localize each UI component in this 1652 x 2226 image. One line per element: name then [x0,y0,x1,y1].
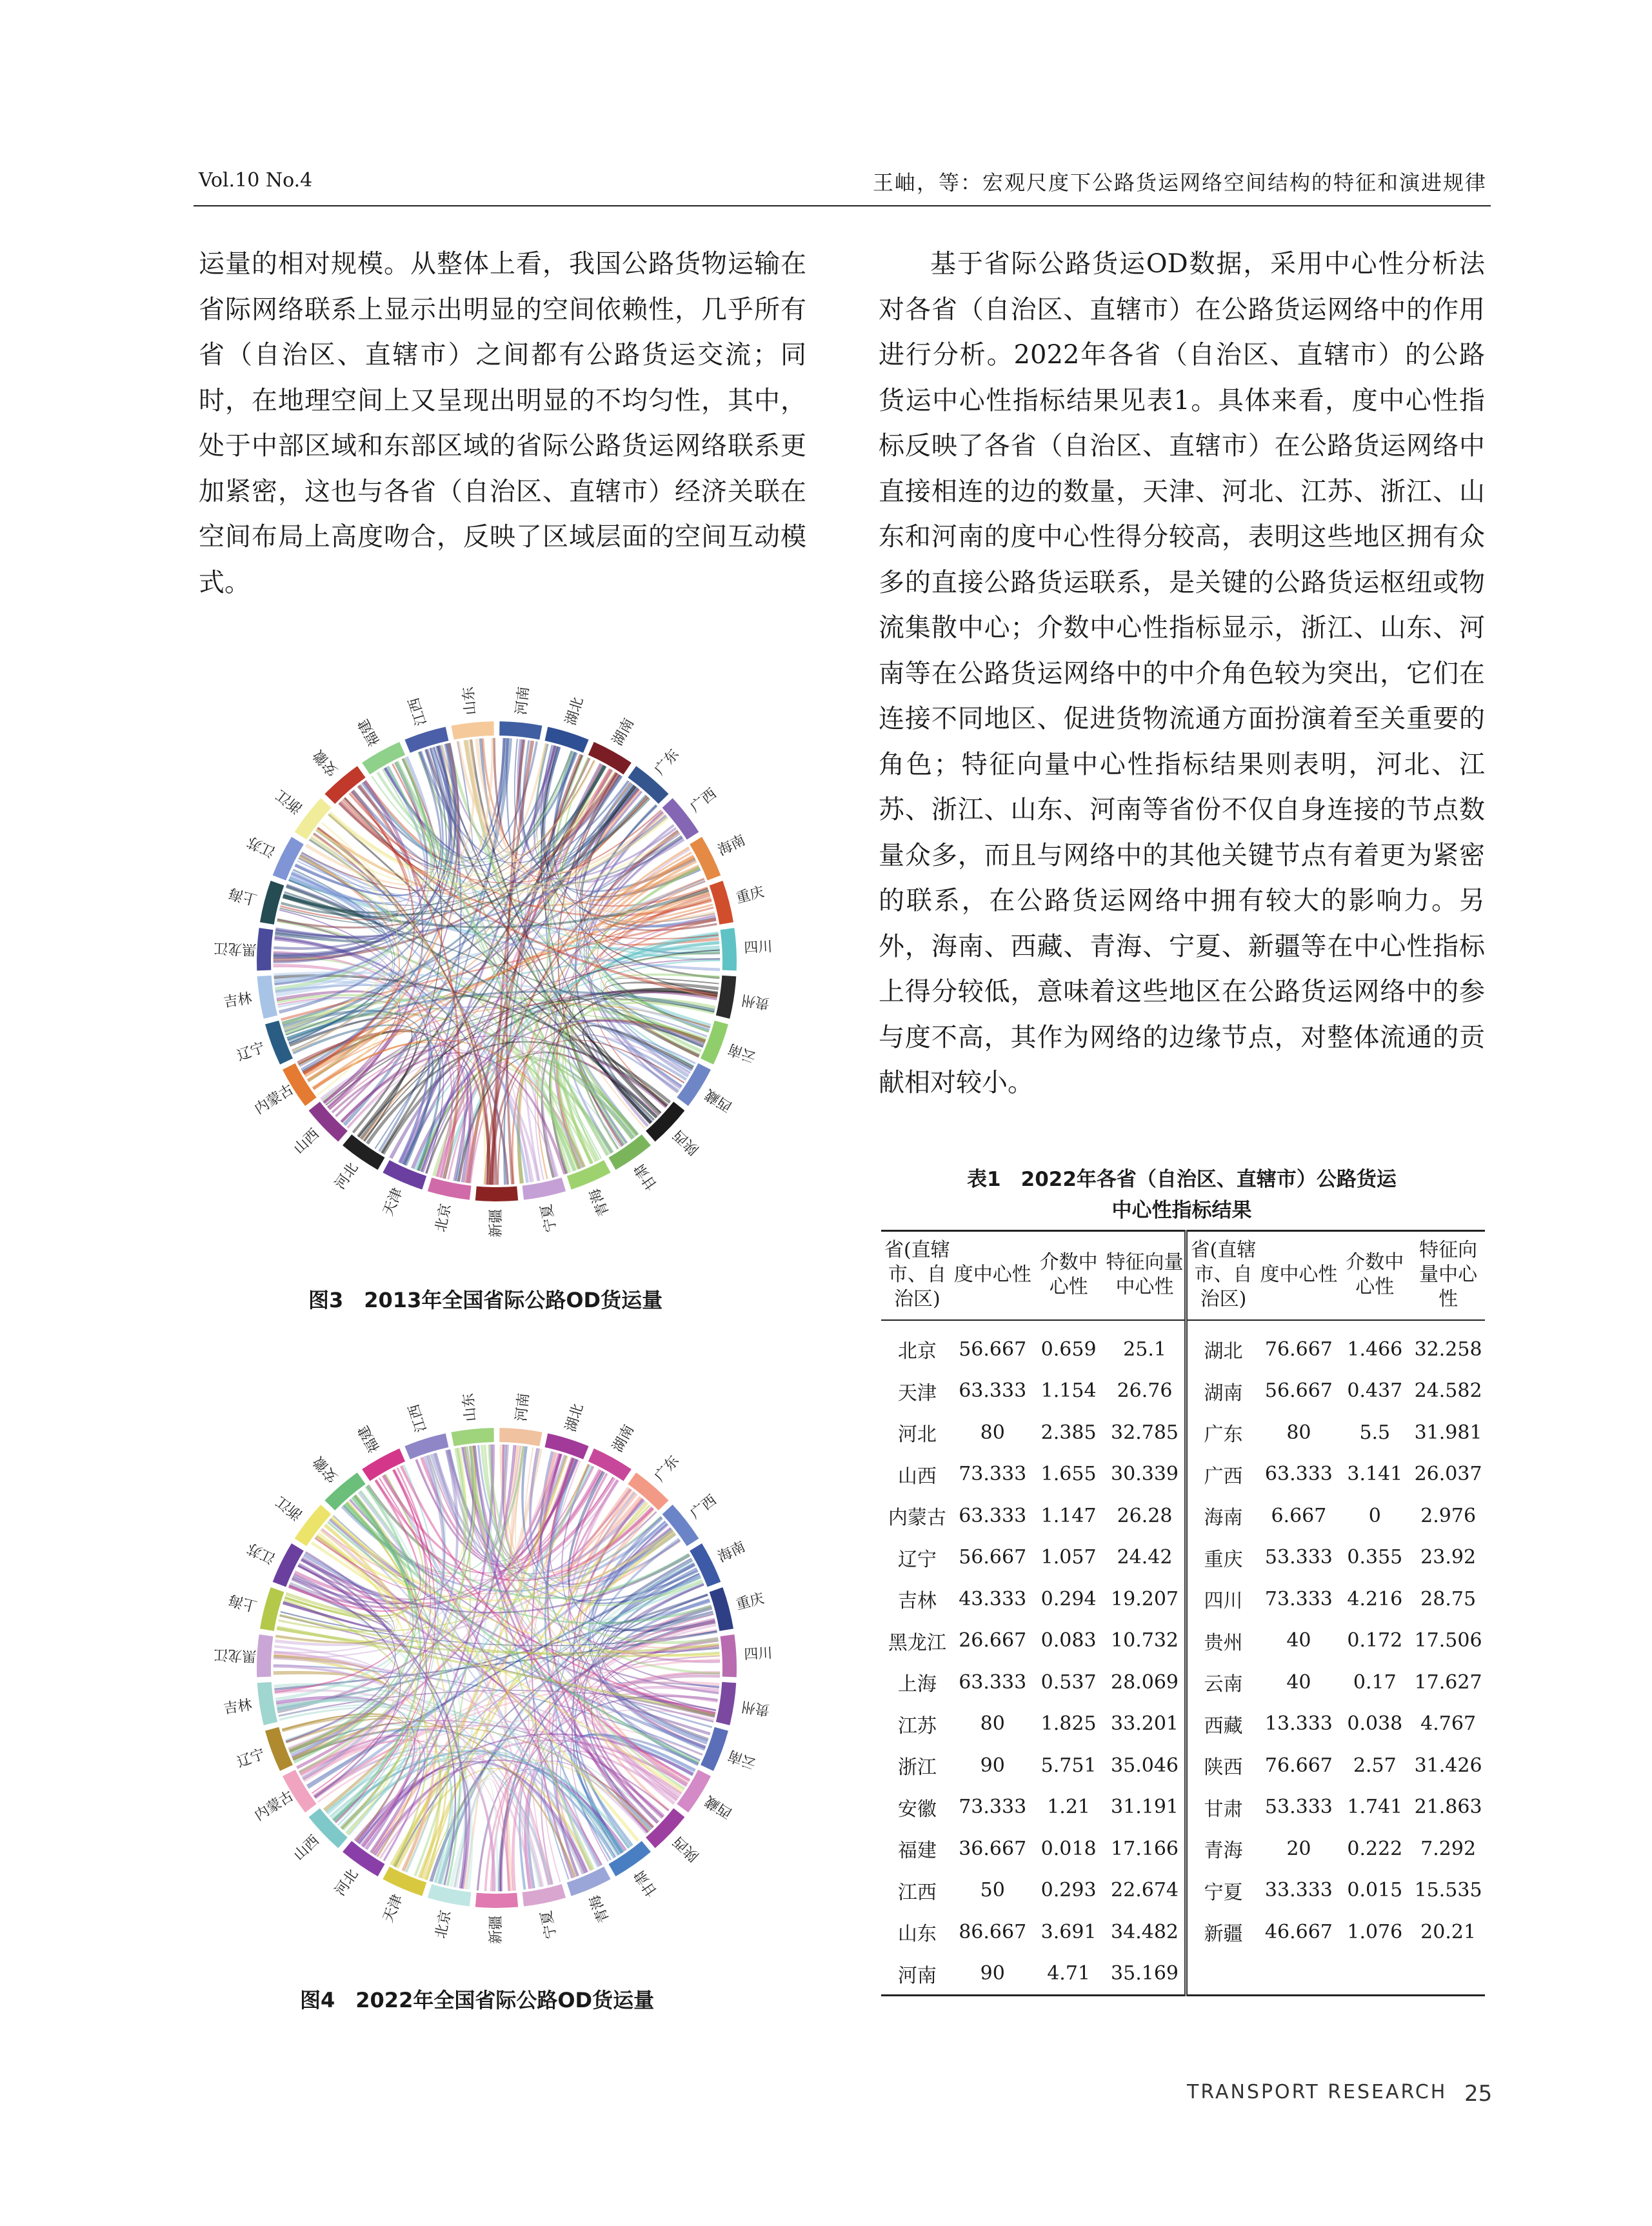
table-cell: 28.069 [1111,1670,1179,1694]
th-degree-2: 度中心性 [1260,1263,1338,1286]
table-row [881,1578,1485,1620]
table-cell: 吉林 [897,1590,937,1613]
left-paragraph: 运量的相对规模。从整体上看，我国公路货物运输在省际网络联系上显示出明显的空间依赖性，几乎所有省（自治区、直辖市）之间都有公路货运交流；同时，在地理空间上又呈现出明显的不均匀性，其中，处于中部区域和东部区域的省际公路货运网络联系更加紧密，这也与各省（自治区、直辖市）经济关联在空间布局上高度吻合，反映了区域层面的空间互动模式。 [199,249,806,597]
chord-label: 河北 [332,1866,362,1900]
right-paragraph: 基于省际公路货运OD数据，采用中心性分析法对各省（自治区、直辖市）在公路货运网络中的作用进行分析。2022年各省（自治区、直辖市）的公路货运中心性指标结果见表1。具体来看，度中心性指标反映了各省（自治区、直辖市）在公路货运网络中直接相连的边的数量，天津、河北、江苏、浙江、山东和河南的度中心性得分较高，表明这些地区拥有众多的直接公路货运联系，是关键的公路货运枢纽或物流集散中心；介数中心性指标显示，浙江、山东、河南等在公路货运网络中的中介角色较为突出，它们在连接不同地区、促进货物流通方面扮演着至关重要的角色；特征向量中心性指标结果则表明，河北、江苏、浙江、山东、河南等省份不仅自身连接的节点数量众多，而且与网络中的其他关键节点有着更为紧密的联系，在公路货运网络中拥有较大的影响力。另外，海南、西藏、青海、宁夏、新疆等在中心性指标上得分较低，意味着这些地区在公路货运网络中的参与度不高，其作为网络的边缘节点，对整体流通的贡献相对较小。 [879,249,1485,1098]
chord-label: 贵州 [740,991,771,1012]
table-cell: 56.667 [959,1546,1027,1569]
table-cell: 5.5 [1359,1421,1391,1444]
figure3-caption: 图3 2013年全国省际公路OD货运量 [308,1288,663,1312]
table-cell: 1.825 [1040,1712,1097,1736]
table-title-line1: 表1 2022年各省（自治区、直辖市）公路货运 [967,1168,1397,1191]
table-cell: 3.691 [1040,1920,1097,1943]
table-cell: 四川 [1186,1578,1259,1620]
table-cell: 3.141 [1347,1463,1403,1486]
table-cell: 青海 [1186,1828,1259,1870]
table-cell: 2.976 [1420,1504,1477,1527]
chord-label: 浙江 [273,786,306,817]
chord-segment-23 [257,1634,273,1677]
table-cell: 32.785 [1111,1421,1179,1444]
table-cell: 26.667 [959,1629,1027,1652]
table-cell: 76.667 [1264,1338,1333,1361]
table-cell: 1.21 [1047,1796,1090,1819]
table-cell: 2.385 [1040,1421,1097,1444]
table-cell: 新疆 [1186,1911,1259,1953]
table-cell: 宁夏 [1186,1870,1259,1912]
table-cell: 34.482 [1111,1920,1179,1943]
figure3-chord-diagram [206,639,787,1271]
table-cell: 17.506 [1414,1629,1482,1652]
page-number: 25 [1464,2081,1493,2107]
table-title-line2: 中心性指标结果 [1111,1199,1252,1222]
table-cell: 江苏 [897,1714,937,1738]
table-cell [1186,1953,1259,1996]
table-cell: 86.667 [959,1920,1027,1943]
table-cell: 广西 [1186,1454,1259,1496]
table-cell: 56.667 [959,1338,1027,1361]
chord-label: 湖南 [609,716,638,749]
table-cell: 山东 [897,1923,937,1946]
table-cell: 28.75 [1420,1587,1477,1610]
table-cell: 80 [980,1421,1005,1444]
table-cell: 1.154 [1040,1379,1097,1403]
chord-label: 山东 [460,685,480,716]
chord-label: 江西 [406,696,430,728]
table-cell: 90 [980,1962,1005,1985]
chord-segment-7 [721,1634,737,1677]
chord-segment-2 [588,1449,632,1481]
chord-label: 吉林 [222,1697,254,1718]
journal-volume: Vol.10 No.4 [199,169,313,192]
table-row [881,1495,1485,1537]
table-cell: 73.333 [959,1796,1027,1819]
table-cell: 25.1 [1123,1338,1166,1361]
table-cell: 0.437 [1347,1379,1403,1403]
table-header-row [881,1231,1485,1321]
table-cell: 13.333 [1264,1712,1333,1736]
chord-label: 西藏 [702,1792,735,1821]
table-cell: 30.339 [1111,1463,1179,1486]
table-cell: 湖南 [1186,1370,1259,1412]
table-row [881,1661,1485,1703]
table-cell: 31.191 [1111,1796,1179,1819]
table-row [881,1537,1485,1579]
chord-segment-14 [522,1178,566,1199]
chord-label: 北京 [433,1909,455,1940]
chord-label: 内蒙古 [252,1788,297,1825]
th-eigenvector: 特征向量中心性 [1106,1251,1184,1298]
table-cell: 56.667 [1264,1379,1333,1403]
chord-label: 广东 [652,1452,682,1485]
th-province: 省(直辖市、自治区) [884,1239,950,1310]
centrality-table [881,1230,1485,1996]
chord-label: 黑龙江 [213,1645,257,1665]
chord-segment-29 [404,1434,448,1459]
table-cell: 20.21 [1420,1920,1477,1943]
th-betweenness-2: 介数中心性 [1346,1251,1404,1298]
chord-segment-30 [451,721,493,739]
table-cell: 福建 [897,1840,937,1863]
chord-label: 安徽 [310,1453,341,1486]
table-cell: 53.333 [1264,1796,1333,1819]
table-cell: 辽宁 [897,1548,937,1571]
table-cell: 北京 [897,1340,937,1363]
chord-label: 宁夏 [538,1909,560,1940]
table-cell: 0.083 [1040,1629,1097,1652]
table-cell: 50 [980,1879,1005,1902]
table-cell: 河北 [897,1423,937,1447]
table-cell: 33.201 [1111,1712,1179,1736]
chord-segment-24 [260,1587,284,1631]
table-cell: 1.057 [1040,1546,1097,1569]
table-cell [1259,1953,1338,1996]
table-cell: 0.038 [1347,1712,1403,1736]
table-cell: 山西 [897,1465,937,1488]
table-cell: 江西 [897,1881,937,1904]
table-cell: 26.76 [1117,1379,1173,1403]
table-row [881,1320,1485,1370]
table-cell: 19.207 [1111,1587,1179,1610]
table-row [881,1787,1485,1829]
th-province-2: 省(直辖市、自治区) [1186,1231,1259,1321]
table-row [881,1454,1485,1496]
table-cell: 河南 [897,1964,937,1987]
table-cell: 贵州 [1186,1620,1259,1662]
table-cell: 24.582 [1414,1379,1482,1403]
table-cell: 10.732 [1111,1629,1179,1652]
table-cell: 2.57 [1353,1754,1397,1777]
chord-label: 北京 [433,1202,455,1234]
chord-label: 湖北 [562,1401,587,1434]
chord-segment-15 [475,1187,518,1201]
table-cell: 15.535 [1414,1879,1482,1902]
figure4-caption: 图4 2022年全国省际公路OD货运量 [300,1988,655,2012]
table-cell: 43.333 [959,1587,1027,1610]
chord-label: 湖北 [562,695,587,728]
table-cell: 0.537 [1040,1670,1097,1694]
table-cell: 云南 [1186,1661,1259,1703]
chord-segment-8 [716,976,736,1019]
table-cell: 90 [980,1754,1005,1777]
chord-label: 山西 [290,1832,323,1864]
table-cell: 安徽 [897,1798,937,1821]
chord-label: 宁夏 [538,1202,560,1234]
chord-label: 浙江 [273,1492,306,1523]
table-cell: 天津 [897,1381,937,1405]
chord-label: 河北 [332,1159,362,1193]
chord-label: 新疆 [488,1915,504,1945]
table-cell: 5.751 [1040,1754,1097,1777]
table-cell: 1.655 [1040,1463,1097,1486]
th-eigenvector-2: 特征向量中心性 [1419,1239,1478,1310]
table-cell: 1.076 [1347,1920,1403,1943]
table-cell: 73.333 [959,1463,1027,1486]
table-cell: 26.037 [1414,1463,1482,1486]
chord-segment-6 [710,1587,733,1631]
chord-label: 广西 [687,785,720,816]
table-cell: 17.166 [1111,1837,1179,1860]
table-cell: 35.046 [1111,1754,1179,1777]
table-cell: 0.659 [1040,1338,1097,1361]
chord-label: 黑龙江 [213,939,257,958]
table-cell: 31.426 [1414,1754,1482,1777]
table-cell: 1.741 [1347,1796,1403,1819]
chord-label: 山东 [460,1392,480,1423]
table-cell: 0.293 [1040,1879,1097,1902]
table-cell: 73.333 [1264,1587,1333,1610]
table-cell: 海南 [1186,1495,1259,1537]
table-cell: 6.667 [1271,1504,1327,1527]
chord-segment-8 [716,1682,736,1725]
chord-label: 甘肃 [631,1867,661,1900]
table-cell: 17.627 [1414,1670,1482,1694]
right-column [879,241,1485,1106]
chord-label: 福建 [355,1422,384,1456]
chord-label: 新疆 [488,1208,504,1238]
figure4-chord-diagram [206,1345,787,1978]
table-cell: 53.333 [1264,1546,1333,1569]
table-cell: 35.169 [1111,1962,1179,1985]
table-cell: 0.355 [1347,1546,1403,1569]
footer-journal: TRANSPORT RESEARCH [1187,2081,1448,2103]
table-cell: 1.466 [1347,1338,1403,1361]
chord-label: 广东 [652,746,682,779]
table-cell: 80 [1286,1421,1311,1444]
table-cell: 32.258 [1414,1338,1482,1361]
chord-label: 内蒙古 [252,1081,297,1118]
chord-segment-0 [499,1428,542,1446]
th-betweenness: 介数中心性 [1039,1251,1098,1298]
table-cell: 23.92 [1420,1546,1477,1569]
chord-label: 广西 [687,1492,720,1523]
table-cell: 63.333 [959,1504,1027,1527]
table-cell: 黑龙江 [888,1631,946,1654]
chord-label: 江西 [406,1402,430,1434]
table-cell: 0.294 [1040,1587,1097,1610]
table-cell: 1.147 [1040,1504,1097,1527]
chord-label: 湖南 [609,1422,638,1456]
chord-label: 河南 [513,1392,533,1423]
chord-segment-30 [451,1428,493,1446]
chord-label: 四川 [743,939,773,957]
table-cell: 31.981 [1414,1421,1482,1444]
table-cell: 76.667 [1264,1754,1333,1777]
table-cell: 4.767 [1420,1712,1477,1736]
table-cell: 重庆 [1186,1537,1259,1579]
table-cell: 63.333 [959,1379,1027,1403]
chord-label: 四川 [743,1645,773,1663]
chord-label: 青海 [586,1892,613,1925]
table-row [881,1870,1485,1912]
chord-label: 辽宁 [235,1039,268,1065]
chord-segment-0 [499,721,542,739]
chord-segment-23 [257,928,273,970]
table-cell: 4.216 [1347,1587,1403,1610]
table-cell: 63.333 [959,1670,1027,1694]
running-title: 王岫，等：宏观尺度下公路货运网络空间结构的特征和演进规律 [872,170,1487,195]
table-cell: 46.667 [1264,1920,1333,1943]
table-cell: 0.172 [1347,1629,1403,1652]
table-cell: 浙江 [897,1756,937,1780]
chord-segment-7 [721,928,737,970]
table-cell: 40 [1286,1670,1311,1694]
table-cell: 上海 [897,1673,937,1696]
chord-label: 天津 [380,1185,406,1219]
table-cell: 内蒙古 [888,1507,946,1530]
table-cell: 36.667 [959,1837,1027,1860]
table-row [881,1911,1485,1953]
chord-label: 陕西 [670,1126,702,1158]
chord-label: 上海 [227,885,259,908]
chord-label: 云南 [726,1747,759,1772]
table-cell: 80 [980,1712,1005,1736]
chord-label: 贵州 [740,1698,771,1718]
chord-label: 西藏 [702,1085,735,1115]
table-cell [1411,1953,1485,1996]
table-cell: 0 [1368,1504,1381,1527]
table-row [881,1412,1485,1454]
chord-segment-15 [475,1893,518,1908]
th-degree: 度中心性 [953,1263,1031,1286]
table-cell: 24.42 [1117,1546,1173,1569]
table-cell: 甘肃 [1186,1787,1259,1829]
chord-label: 安徽 [310,747,341,779]
chord-label: 江苏 [245,1539,278,1567]
table-row [881,1370,1485,1412]
table-row [881,1953,1485,1996]
table-cell: 湖北 [1186,1320,1259,1370]
chord-links [274,1445,720,1891]
chord-label: 青海 [586,1186,613,1219]
chord-label: 河南 [513,685,533,716]
chord-label: 云南 [726,1040,759,1065]
table-row [881,1745,1485,1787]
left-column [199,241,806,605]
table-cell: 40 [1286,1629,1311,1652]
chord-label: 海南 [715,1538,748,1566]
table-cell: 广东 [1186,1412,1259,1454]
table-cell [1338,1953,1411,1996]
table-cell: 陕西 [1186,1745,1259,1787]
chord-label: 江苏 [245,832,278,860]
chord-label: 重庆 [734,1590,766,1614]
chord-label: 福建 [355,716,384,749]
chord-label: 山西 [290,1126,323,1158]
table-cell: 63.333 [1264,1463,1333,1486]
table-cell: 22.674 [1111,1879,1179,1902]
chord-label: 海南 [715,832,748,859]
table-cell: 20 [1286,1837,1311,1860]
chord-segment-24 [260,881,284,925]
table-cell: 21.863 [1414,1796,1482,1819]
chord-label: 甘肃 [631,1160,661,1193]
chord-links [274,738,720,1185]
table-cell: 0.018 [1040,1837,1097,1860]
table-cell: 26.28 [1117,1504,1173,1527]
table-title [879,1164,1485,1226]
chord-label: 重庆 [734,884,766,907]
header-rule [194,205,1491,206]
table-row [881,1620,1485,1662]
table-cell: 西藏 [1186,1703,1259,1745]
chord-label: 吉林 [222,990,254,1011]
chord-label: 辽宁 [235,1746,268,1771]
chord-label: 上海 [227,1591,259,1614]
table-row [881,1828,1485,1870]
table-cell: 4.71 [1047,1962,1090,1985]
table-cell: 0.222 [1347,1837,1403,1860]
table-cell: 0.015 [1347,1879,1403,1902]
table-cell: 0.17 [1353,1670,1397,1694]
table-cell: 33.333 [1264,1879,1333,1902]
table-cell: 7.292 [1420,1837,1477,1860]
chord-label: 陕西 [670,1832,702,1865]
table-row [881,1703,1485,1745]
chord-label: 天津 [380,1892,406,1925]
